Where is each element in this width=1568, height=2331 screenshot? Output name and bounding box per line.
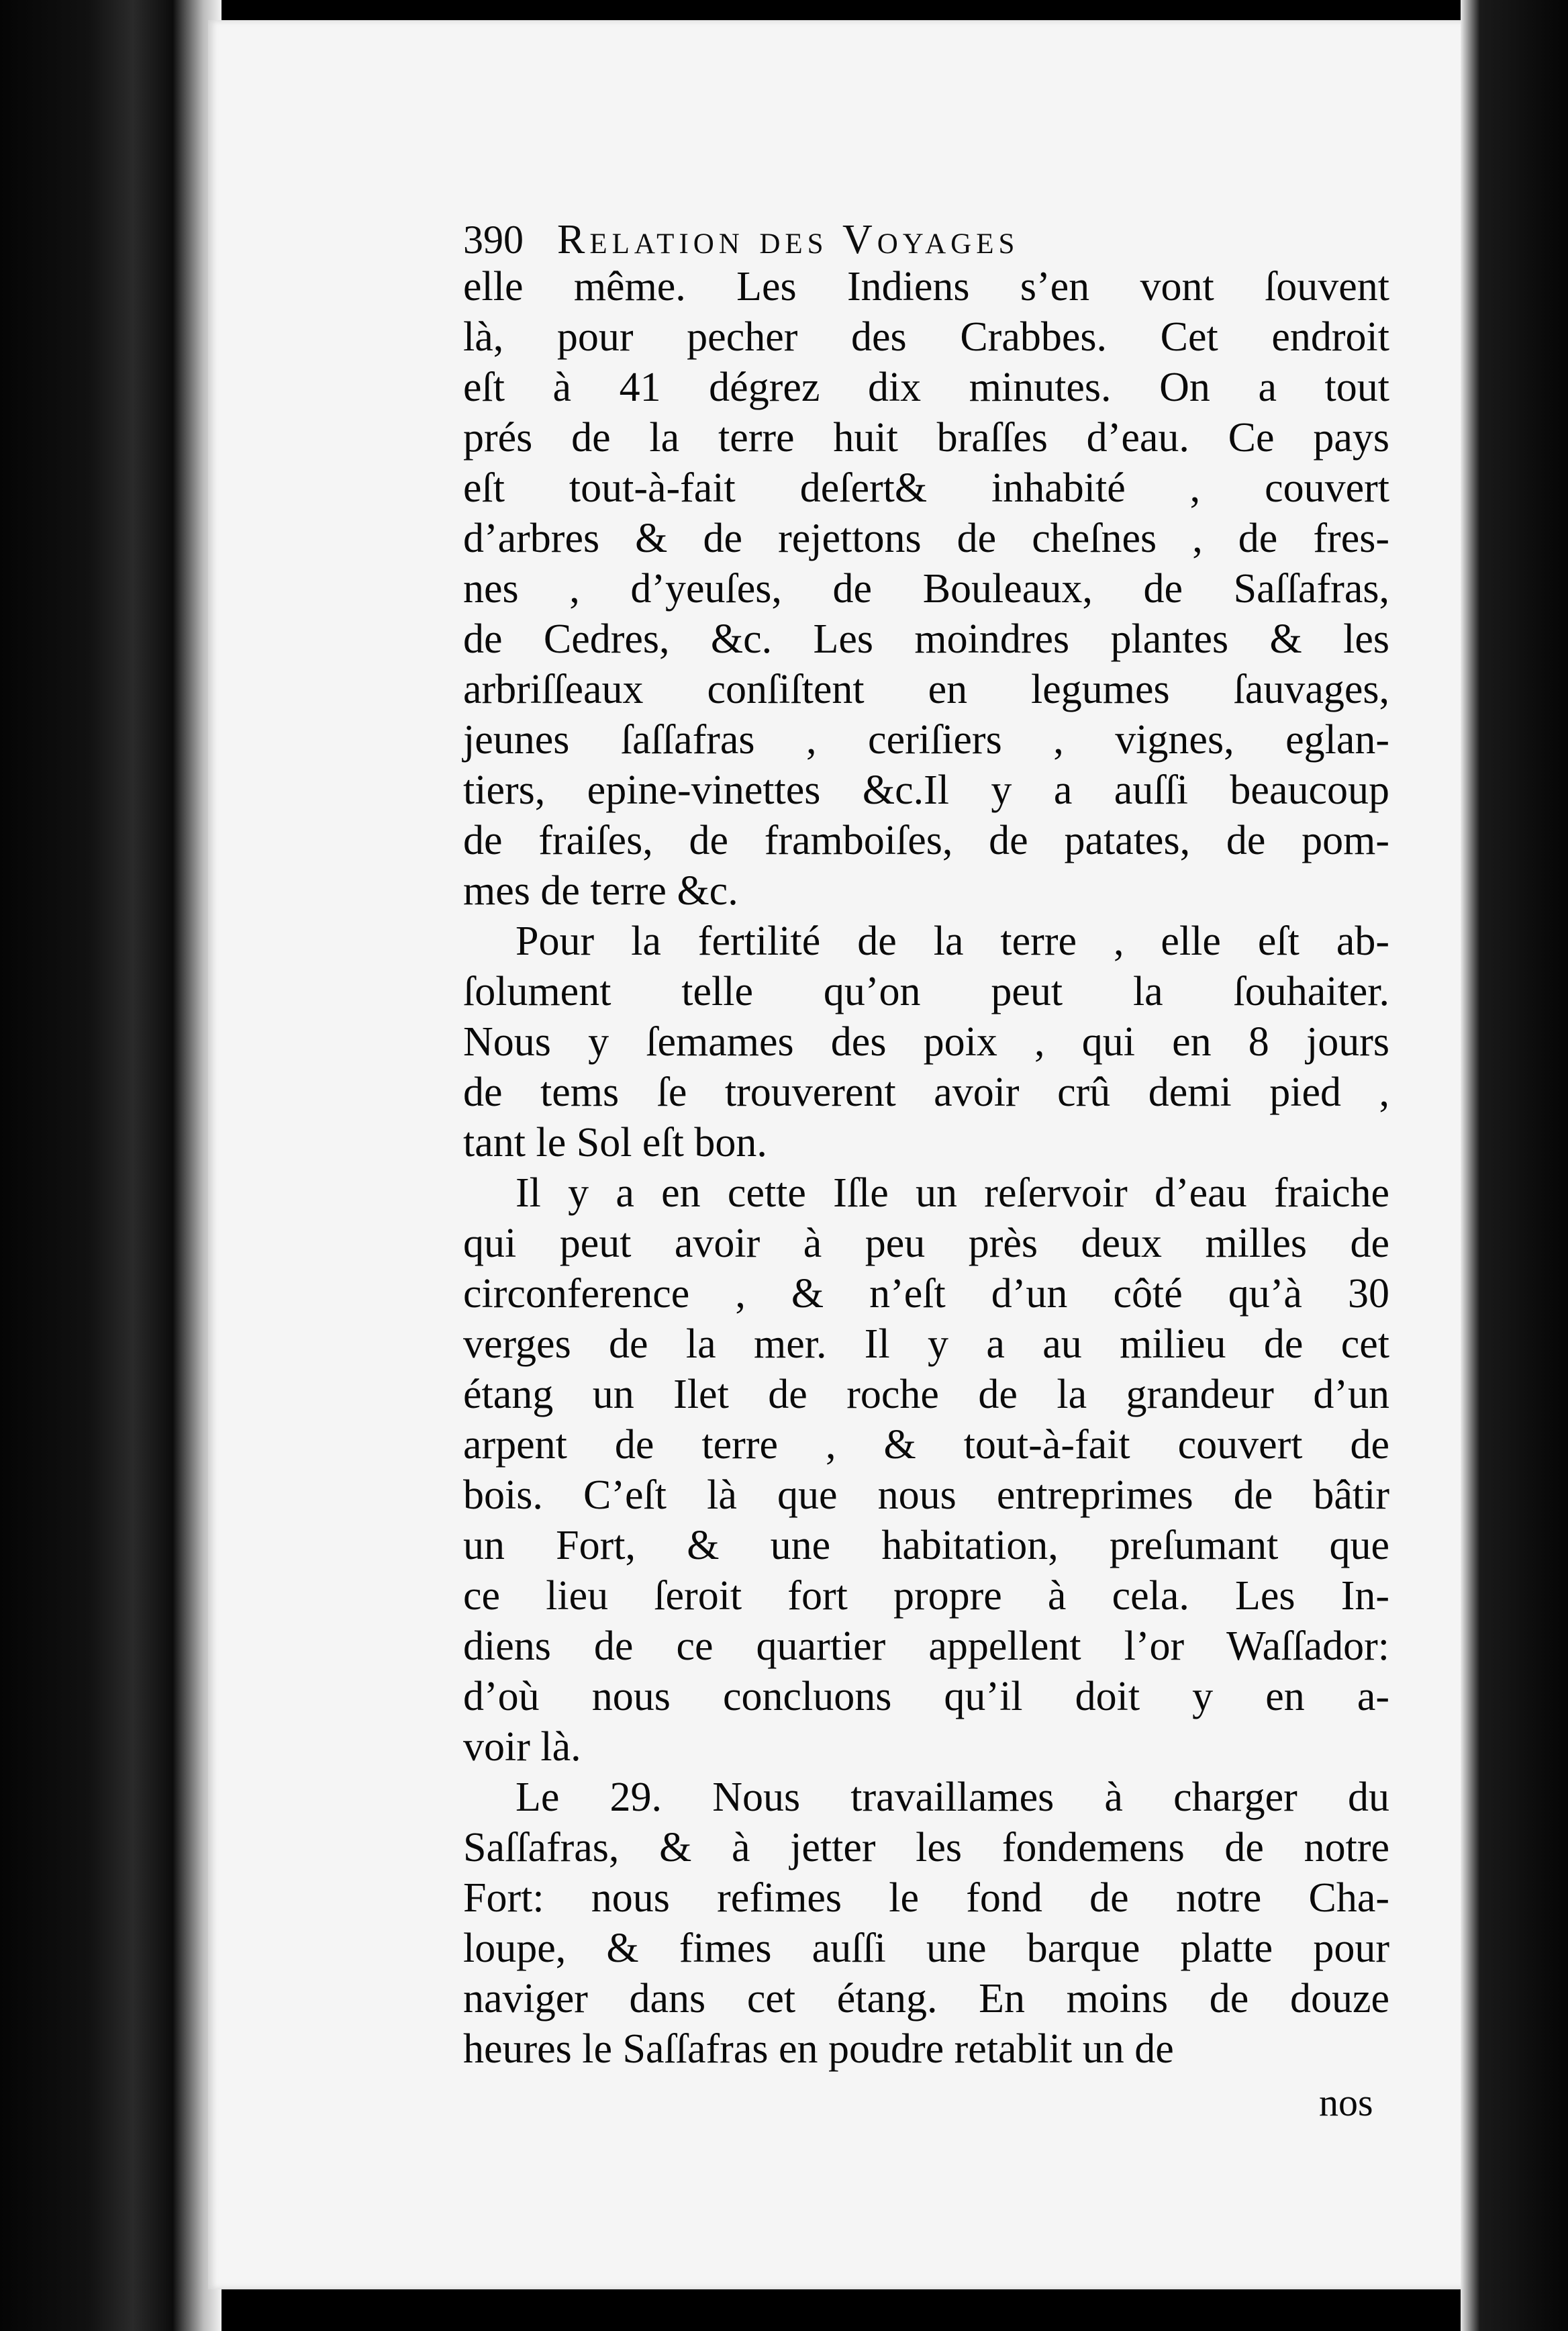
text-line: d’arbres & de rejettons de cheſnes , de fres- <box>463 516 1389 561</box>
text-line: Pour la fertilité de la terre , elle eſt ab- <box>516 918 1389 964</box>
text-line: naviger dans cet étang. En moins de douze <box>463 1976 1389 2021</box>
text-line: de fraiſes, de framboiſes, de patates, de pom- <box>463 818 1389 863</box>
text-line: Il y a en cette Iſle un reſervoir d’eau fraiche <box>516 1170 1389 1216</box>
text-line: loupe, & fimes auſſi une barque platte pour <box>463 1925 1389 1971</box>
text-line: tant le Sol eſt bon. <box>463 1120 767 1166</box>
text-line: diens de ce quartier appellent l’or Waſſador: <box>463 1623 1389 1669</box>
text-line: ſolument telle qu’on peut la ſouhaiter. <box>463 969 1389 1014</box>
text-line: circonference , & n’eſt d’un côté qu’à 30 <box>463 1271 1389 1317</box>
text-line: qui peut avoir à peu près deux milles de <box>463 1221 1389 1266</box>
text-line: jeunes ſaſſafras , ceriſiers , vignes, eglan- <box>463 717 1389 763</box>
text-line: Nous y ſemames des poix , qui en 8 jours <box>463 1019 1389 1065</box>
text-line: Le 29. Nous travaillames à charger du <box>516 1774 1389 1820</box>
text-line: eſt à 41 dégrez dix minutes. On a tout <box>463 365 1389 410</box>
text-line: mes de terre &c. <box>463 868 738 914</box>
running-title: Relation des Voyages <box>557 217 1020 263</box>
text-line: Saſſafras, & à jetter les fondemens de notre <box>463 1825 1389 1870</box>
catchword: nos <box>1319 2081 1373 2124</box>
text-line: un Fort, & une habitation, preſumant que <box>463 1523 1389 1568</box>
binding-edge-left <box>0 0 222 2331</box>
text-line: nes , d’yeuſes, de Bouleaux, de Saſſafras, <box>463 566 1389 612</box>
text-line: arpent de terre , & tout-à-fait couvert de <box>463 1422 1389 1468</box>
text-line: arbriſſeaux conſiſtent en legumes ſauvages, <box>463 667 1389 712</box>
text-line: tiers, epine-vinettes &c.Il y a auſſi beaucoup <box>463 767 1389 813</box>
text-line: eſt tout-à-fait deſert& inhabité , couvert <box>463 465 1389 511</box>
binding-edge-right <box>1461 0 1568 2331</box>
body-text <box>463 262 1389 2075</box>
running-head <box>463 216 1356 264</box>
page-number: 390 <box>463 218 524 262</box>
text-line: d’où nous concluons qu’il doit y en a- <box>463 1674 1389 1719</box>
text-line: ce lieu ſeroit fort propre à cela. Les In- <box>463 1573 1389 1619</box>
text-line: voir là. <box>463 1724 581 1770</box>
text-line: Fort: nous refimes le fond de notre Cha- <box>463 1875 1389 1921</box>
text-line: bois. C’eſt là que nous entreprimes de bâtir <box>463 1472 1389 1518</box>
text-line: de tems ſe trouverent avoir crû demi pied , <box>463 1069 1389 1115</box>
text-line: verges de la mer. Il y a au milieu de cet <box>463 1321 1389 1367</box>
text-line: étang un Ilet de roche de la grandeur d’un <box>463 1372 1389 1417</box>
text-line: elle même. Les Indiens s’en vont ſouvent <box>463 264 1389 310</box>
text-line: là, pour pecher des Crabbes. Cet endroit <box>463 314 1389 360</box>
text-line: de Cedres, &c. Les moindres plantes & les <box>463 616 1389 662</box>
text-line: prés de la terre huit braſſes d’eau. Ce pays <box>463 415 1389 461</box>
text-line: heures le Saſſafras en poudre retablit un de <box>463 2026 1174 2072</box>
